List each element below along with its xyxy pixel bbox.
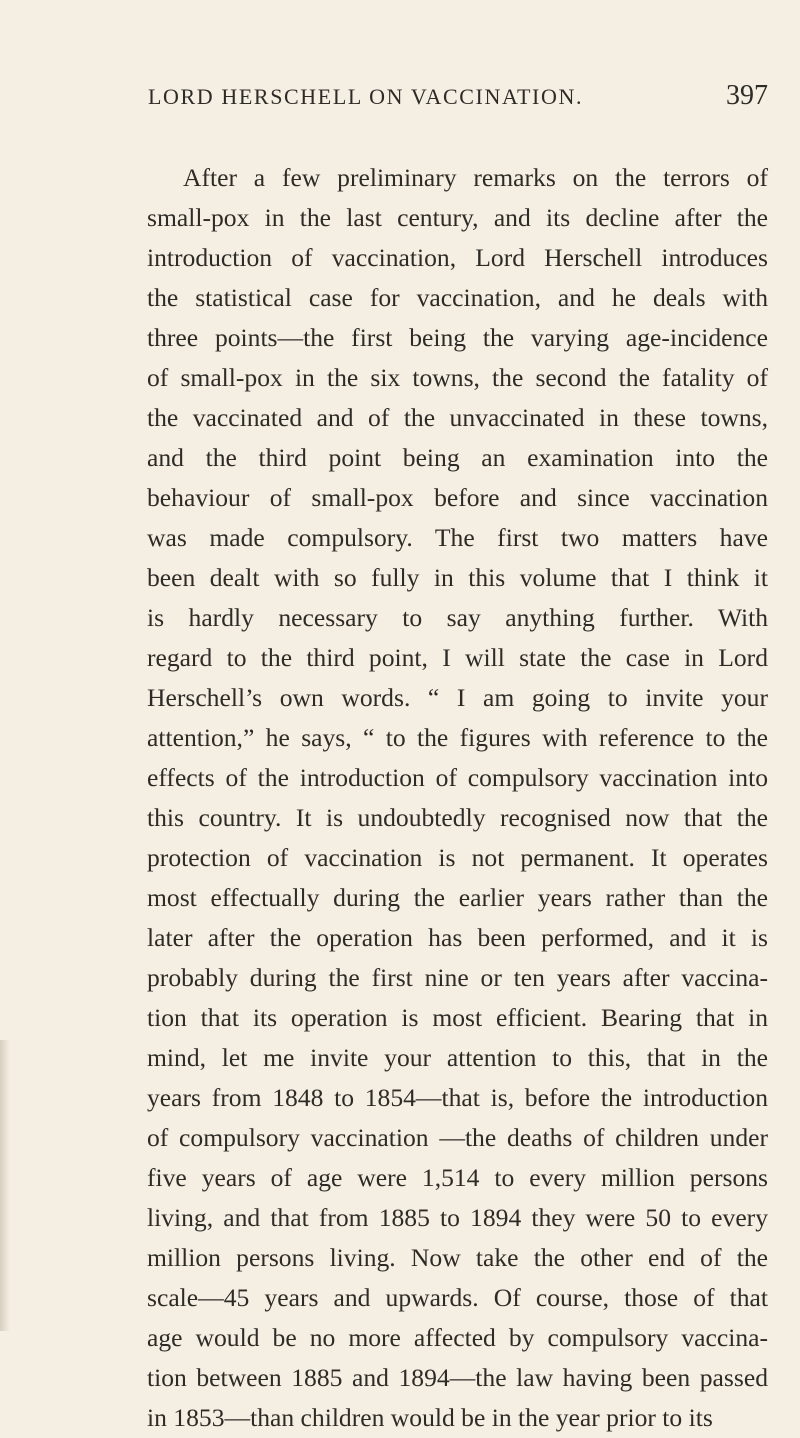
text-line: million persons living. Now take the other end of the	[147, 1243, 768, 1272]
text-line: of small-pox in the six towns, the second the fatality of	[147, 363, 768, 392]
text-line: is hardly necessary to say anything further. With	[147, 603, 768, 632]
text-line: most effectually during the earlier years rather than the	[147, 883, 768, 912]
text-line: After a few preliminary remarks on the terrors of	[183, 163, 768, 192]
text-line: scale—45 years and upwards. Of course, those of that	[147, 1283, 768, 1312]
text-line: small-pox in the last century, and its decline after the	[147, 203, 768, 232]
text-line: effects of the introduction of compulsory vaccination into	[147, 763, 768, 792]
text-line: later after the operation has been performed, and it is	[147, 923, 768, 952]
text-line: the statistical case for vaccination, and he deals with	[147, 283, 768, 312]
text-line: this country. It is undoubtedly recognised now that the	[147, 803, 768, 832]
text-line: of compulsory vaccination —the deaths of children under	[147, 1123, 768, 1152]
text-line: tion that its operation is most efficient. Bearing that in	[147, 1003, 768, 1032]
text-line: three points—the first being the varying age-incidence	[147, 323, 768, 352]
text-line: in 1853—than children would be in the year prior to its	[147, 1403, 713, 1432]
text-line: behaviour of small-pox before and since vaccination	[147, 483, 768, 512]
text-line: years from 1848 to 1854—that is, before the introduction	[147, 1083, 768, 1112]
text-line: protection of vaccination is not permanent. It operates	[147, 843, 768, 872]
text-line: introduction of vaccination, Lord Herschell introduces	[147, 243, 768, 272]
text-line: the vaccinated and of the unvaccinated in these towns,	[147, 403, 768, 432]
text-line: been dealt with so fully in this volume that I think it	[147, 563, 768, 592]
text-line: Herschell’s own words. “ I am going to invite your	[147, 683, 768, 712]
text-line: was made compulsory. The first two matters have	[147, 523, 768, 552]
text-line: tion between 1885 and 1894—the law having been passed	[147, 1363, 768, 1392]
running-title: LORD HERSCHELL ON VACCINATION.	[148, 84, 584, 109]
text-line: and the third point being an examination into the	[147, 443, 768, 472]
page-edge-shadow	[0, 1040, 10, 1331]
text-line: age would be no more affected by compulsory vaccina-	[147, 1323, 768, 1352]
text-line: probably during the first nine or ten years after vaccina-	[147, 963, 768, 992]
text-line: living, and that from 1885 to 1894 they were 50 to every	[147, 1203, 768, 1232]
running-head	[148, 80, 768, 120]
text-line: five years of age were 1,514 to every million persons	[147, 1163, 768, 1192]
text-line: attention,” he says, “ to the figures with reference to the	[147, 723, 768, 752]
page-number: 397	[726, 80, 768, 111]
text-line: mind, let me invite your attention to this, that in the	[147, 1043, 768, 1072]
text-line: regard to the third point, I will state the case in Lord	[147, 643, 768, 672]
